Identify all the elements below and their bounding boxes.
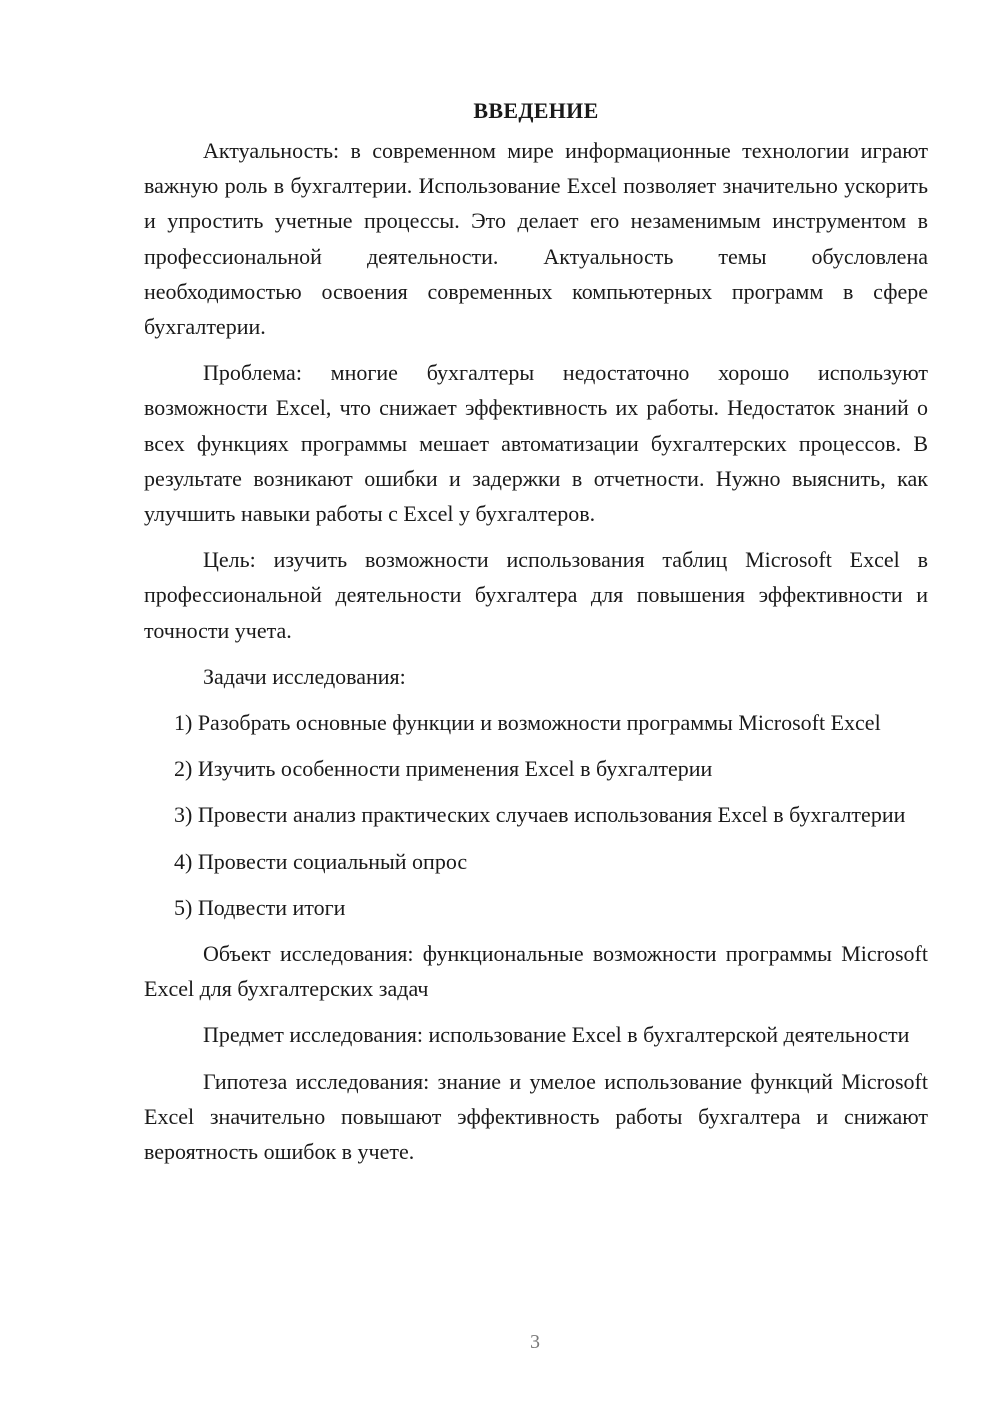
- task-item-5: 5) Подвести итоги: [174, 894, 346, 920]
- task-item-4: 4) Провести социальный опрос: [174, 848, 468, 874]
- relevance-paragraph: Актуальность: в современном мире информационные технологии играют важную роль в бухгалтерии. Использование Excel позволяет значительно ускорить и упростить учетные процессы. Это делает его незаменимым инструментом в профессиональной деятельности. Актуальность темы обусловлена необходимостью освоения современных компьютерных программ в сфере бухгалтерии.: [144, 138, 928, 340]
- hypothesis-paragraph: Гипотеза исследования: знание и умелое использование функций Microsoft Excel значительно повышают эффективность работы бухгалтера и снижают вероятность ошибок в учете.: [144, 1068, 928, 1165]
- task-item-3: 3) Провести анализ практических случаев использования Excel в бухгалтерии: [174, 802, 906, 828]
- goal-paragraph: Цель: изучить возможности использования таблиц Microsoft Excel в профессиональной деятельности бухгалтера для повышения эффективности и точности учета.: [144, 547, 928, 643]
- task-item-2: 2) Изучить особенности применения Excel в бухгалтерии: [174, 756, 713, 782]
- object-paragraph: Объект исследования: функциональные возможности программы Microsoft Excel для бухгалтерских задач: [144, 941, 928, 1002]
- tasks-title: Задачи исследования:: [203, 663, 406, 689]
- problem-paragraph: Проблема: многие бухгалтеры недостаточно хорошо используют возможности Excel, что снижает эффективность их работы. Недостаток знаний о всех функциях программы мешает автоматизации бухгалтерских процессов. В результате возникают ошибки и задержки в отчетности. Нужно выяснить, как улучшить навыки работы с Excel у бухгалтеров.: [144, 360, 928, 527]
- subject-paragraph: Предмет исследования: использование Excel в бухгалтерской деятельности: [203, 1022, 910, 1048]
- document-page: [144, 93, 928, 1180]
- page-number: 3: [530, 1331, 540, 1353]
- task-item-1: 1) Разобрать основные функции и возможности программы Microsoft Excel: [174, 710, 881, 736]
- page-title: ВВЕДЕНИЕ: [473, 98, 599, 123]
